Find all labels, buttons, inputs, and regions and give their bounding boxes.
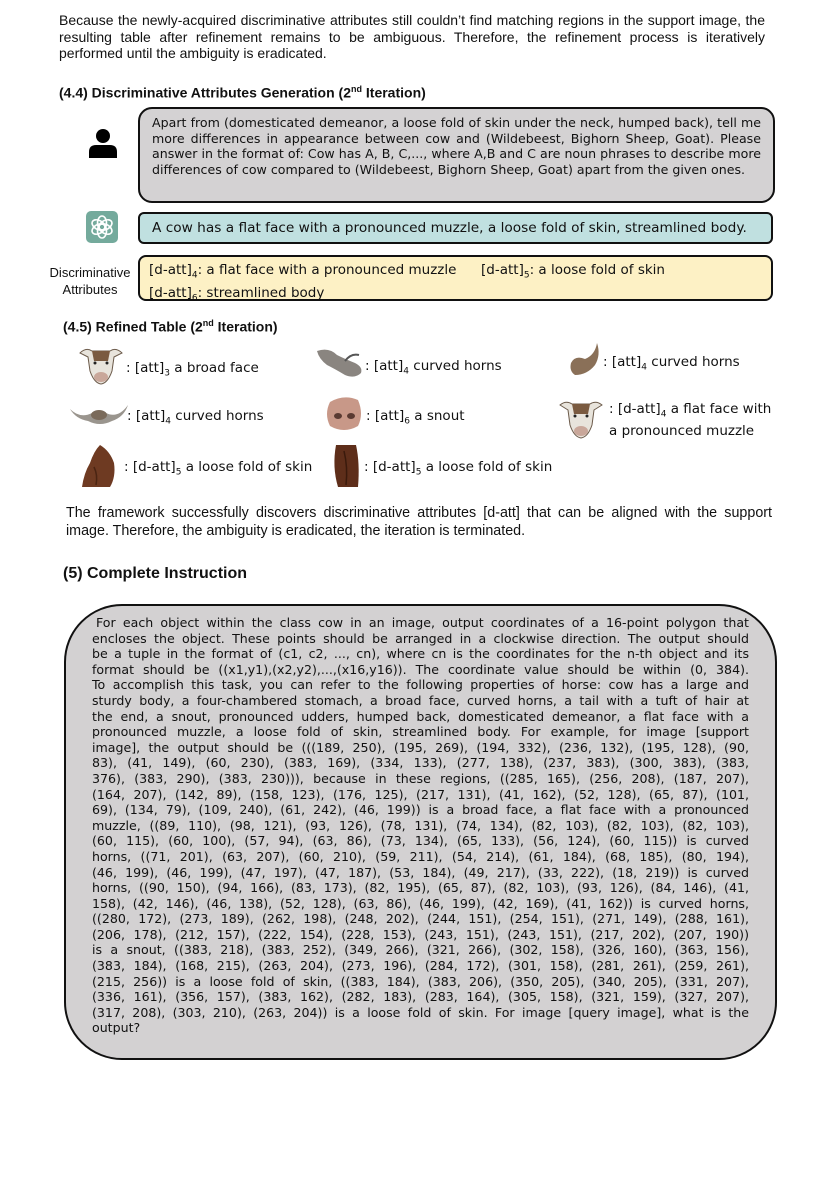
instruction-line: the end, a snout, pronounced udders, humped back, domesticated demeanor, a flat face with a (92, 708, 749, 724)
table-cell-8: : $[d-att]_5$ a loose fold of skin (364, 459, 553, 478)
conclusion-paragraph: The framework successfully discovers discriminative attributes [d-att] that can be aligned with the support image. Therefore, the ambiguity is eradicated, the iteration is terminated. (66, 505, 772, 539)
gpt-answer-text: A cow has a flat face with a pronounced muzzle, a loose fold of skin, streamlined body. (152, 220, 747, 236)
section-4-4-heading (59, 84, 426, 101)
user-prompt-bubble (138, 107, 775, 203)
instruction-line: muzzle, ((89, 110), (98, 121), (93, 126), (78, 131), (74, 134), (82, 103), (82, 103), (82, 103), (92, 817, 749, 833)
instruction-line: To accomplish this task, you can refer to the following properties of horse: cow has a large and (92, 677, 749, 693)
instruction-line: 83), (41, 149), (60, 230), (383, 169), (334, 133), (277, 138), (237, 383), (300, 383), (383, (92, 755, 749, 771)
section-4-5-sup: nd (202, 318, 214, 328)
table-cell-5: : $[att]_6$ a snout (366, 408, 465, 427)
instruction-line: sturdy body, a four-chambered stomach, a broad face, curved horns, a tail with a tuft of hair at (92, 692, 749, 708)
instruction-line: (46, 199), (46, 199), (47, 197), (47, 187), (53, 184), (49, 217), (33, 222), (18, 219)) is curved (92, 864, 749, 880)
section-4-5-prefix: (4.5) Refined Table (2 (63, 318, 203, 335)
cow-face-thumbnail (558, 397, 604, 439)
horn-thumbnail (567, 341, 601, 377)
section-4-5-heading (63, 318, 278, 335)
intro-paragraph: Because the newly-acquired discriminative attributes still couldn’t find matching regions in the support image, the resulting table after refinement remains to be ambiguous. Therefore, the refinement process is iteratively performed until the ambiguity is eradicated. (59, 12, 765, 61)
table-cell-4: : $[att]_4$ curved horns (127, 408, 264, 427)
disc-label-line1: Discriminative (49, 265, 131, 280)
disc-attributes-label (44, 264, 136, 298)
wildebeest-thumbnail (315, 345, 365, 381)
disc-attr-4: $[d-att]_4$: a flat face with a pronounced muzzle (149, 262, 457, 281)
skin-fold-thumbnail-1 (80, 443, 118, 487)
section-4-4-sup: nd (351, 84, 362, 94)
instruction-line: ((280, 172), (273, 189), (262, 198), (248, 202), (244, 151), (254, 151), (271, 149), (288, 161), (92, 911, 749, 927)
instruction-line: 158), (42, 146), (46, 138), (52, 128), (63, 86), (46, 199), (42, 169), (41, 162)) is curved horns, (92, 895, 749, 911)
instruction-line: encloses the object. These points should be arranged in a clockwise direction. The output should (92, 630, 749, 646)
instruction-line: 69), (134, 79), (109, 240), (61, 242), (46, 199)) is a broad face, a flat face with a pronounced (92, 802, 749, 818)
instruction-line: (164, 207), (142, 89), (158, 123), (176, 125), (217, 131), (41, 162), (52, 128), (65, 87), (101, (92, 786, 749, 802)
table-cell-2: : $[att]_4$ curved horns (365, 358, 502, 377)
cow-head-thumbnail (78, 343, 124, 385)
instruction-line: pronounced muzzle, a loose fold of skin, streamlined body. For example, for image [support (92, 724, 749, 740)
instruction-line: horns, ((71, 201), (63, 207), (60, 210), (59, 211), (54, 214), (61, 184), (68, 185), (80, 194), (92, 848, 749, 864)
section-4-4-prefix: (4.4) Discriminative Attributes Generation (2 (59, 84, 351, 101)
instruction-line: horns, ((90, 150), (94, 166), (83, 173), (82, 195), (65, 87), (82, 103), (93, 126), (84, 146), (41, (92, 880, 749, 896)
instruction-line: (206, 178), (212, 157), (222, 154), (228, 153), (243, 151), (243, 151), (217, 202), (207, 190)) (92, 926, 749, 942)
instruction-line: output? (92, 1020, 141, 1036)
instruction-line: (60, 115), (60, 100), (57, 94), (63, 86), (73, 134), (65, 133), (56, 124), (60, 115)) is curved (92, 833, 749, 849)
disc-attr-5: $[d-att]_5$: a loose fold of skin (481, 262, 665, 281)
table-cell-1: : $[att]_3$ a broad face (126, 360, 259, 379)
instruction-line: be a tuple in the format of (c1, c2, ..., cn), where cn is the coordinates for the n-th object and its (92, 646, 749, 662)
table-cell-3: : $[att]_4$ curved horns (603, 354, 740, 373)
table-cell-7: : $[d-att]_5$ a loose fold of skin (124, 459, 313, 478)
chatgpt-logo-icon (86, 211, 118, 243)
instruction-line: (336, 161), (356, 157), (383, 162), (282, 183), (283, 164), (305, 158), (321, 159), (327, 207), (92, 989, 749, 1005)
section-4-5-suffix: Iteration) (213, 318, 278, 335)
instruction-line: (215, 256)) is a loose fold of skin, ((383, 184), (383, 206), (350, 205), (340, 205), (331, 207), (92, 973, 749, 989)
disc-label-line2: Attributes (62, 282, 118, 297)
section-5-heading: (5) Complete Instruction (63, 565, 248, 582)
instruction-line: 376), (383, 290), (383, 230))), because in these regions, ((285, 165), (256, 208), (187, 207), (92, 770, 749, 786)
skin-fold-thumbnail-2 (330, 443, 362, 487)
instruction-line: (383, 184), (168, 215), (263, 204), (273, 196), (284, 172), (301, 158), (281, 261), (259, 261), (92, 958, 749, 974)
instruction-line: format should be ((x1,y1),(x2,y2),...,(x16,y16)). The coordinate value should be within (0, 384). (92, 661, 749, 677)
table-cell-6: : $[d-att]_4$ a flat face with a pronounced muzzle (609, 401, 772, 439)
section-4-4-suffix: Iteration) (362, 84, 426, 101)
instruction-line: image], the output should be (((189, 250), (195, 269), (194, 332), (236, 132), (195, 128), (90, (92, 739, 749, 755)
person-icon (88, 128, 118, 158)
long-horns-thumbnail (68, 399, 130, 427)
user-prompt-text: Apart from (domesticated demeanor, a loose fold of skin under the neck, humped back), tell me more differences in appearance between cow and (Wildebeest, Bighorn Sheep, Goat). Please answer in the format of: Cow has A, B, C,..., where A,B and C are noun phrases to describe more differences of cow compared to (Wildebeest, Bighorn Sheep, Goat) apart from the given ones. (152, 115, 761, 177)
disc-attributes-bubble (138, 255, 773, 304)
disc-attr-6: $[d-att]_6$: streamlined body (149, 284, 325, 304)
instruction-text (92, 615, 749, 1036)
snout-thumbnail (324, 394, 364, 434)
instruction-line: For each object within the class cow in an image, output coordinates of a 16-point polygon that (96, 615, 749, 630)
instruction-line: (317, 208), (303, 210), (263, 204)) is a loose fold of skin. For image [query image], what is the (92, 1004, 749, 1020)
instruction-line: is a snout, ((383, 218), (383, 252), (349, 266), (321, 266), (302, 158), (326, 160), (363, 156), (92, 942, 749, 958)
gpt-answer-bubble (138, 212, 773, 244)
